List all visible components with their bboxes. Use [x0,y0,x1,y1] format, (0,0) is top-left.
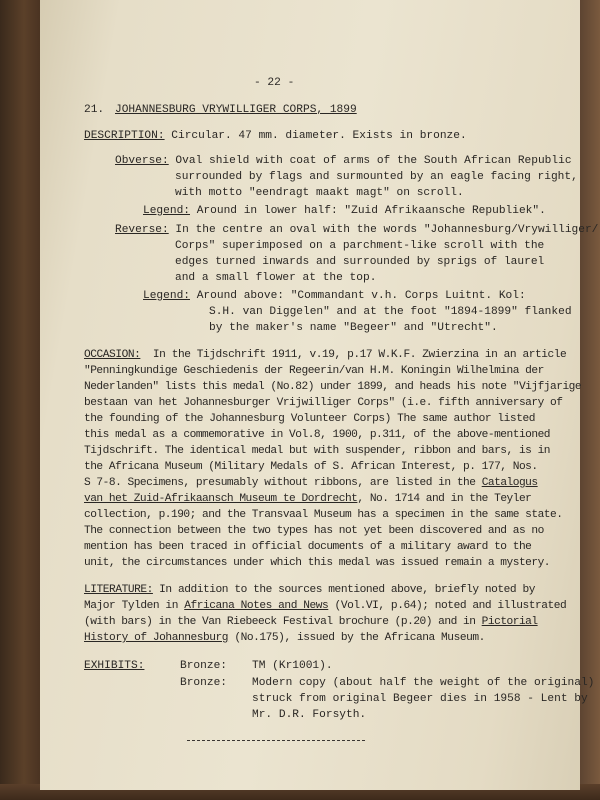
catalogus-title: Catalogus [481,477,538,489]
literature-text: Major Tylden in [84,600,185,612]
reverse-line: In the centre an oval with the words "Johannesburg/Vrywilliger/ [168,224,599,236]
reverse-legend-label: Legend: [143,290,190,302]
obverse-line: with motto "eendragt maakt magt" on scroll. [175,187,464,199]
exhibit-line: TM (Kr1001). [252,660,333,672]
occasion-line: In the Tijdschrift 1911, v.19, p.17 W.K.F. Zwierzina in an article [140,349,567,361]
reverse-line: Corps" superimposed on a parchment-like scroll with the [175,240,545,252]
obverse-legend-label: Legend: [143,205,190,217]
pictorial-history-title-cont: History of Johannesburg [84,632,229,644]
reverse-legend [143,288,526,304]
end-divider [187,740,365,741]
occasion-block [84,347,566,363]
exhibit-line: struck from original Begeer dies in 1958 - Lent by [252,693,588,705]
reverse-legend-line: by the maker's name "Begeer" and "Utrecht". [209,322,498,334]
obverse-legend [143,203,546,219]
reverse-block [115,222,598,238]
obverse-label: Obverse: [115,155,169,167]
reverse-legend-line: Around above: "Commandant v.h. Corps Luitnt. Kol: [190,290,526,302]
literature-label: LITERATURE: [84,584,153,596]
wooden-table-left [0,0,40,800]
occasion-line: The connection between the two types has not yet been discovered and as no [84,525,544,537]
occasion-label: OCCASION: [84,349,141,361]
literature-text: (Vol.VI, p.64); noted and illustrated [328,600,567,612]
literature-line: In addition to the sources mentioned above, briefly noted by [152,584,535,596]
literature-text: (No.175), issued by the Africana Museum. [228,632,485,644]
occasion-line: the founding of the Johannesburg Volunteer Corps) The same author listed [84,413,535,425]
occasion-text: , No. 1714 and in the Teyler [357,493,532,505]
exhibit-line: Modern copy (about half the weight of the original) [252,677,595,689]
occasion-line: Tijdschrift. The identical medal but with suspender, ribbon and bars, is in [84,445,551,457]
literature-line-3 [84,614,538,630]
exhibit-material: Bronze: [180,660,227,672]
literature-line-4 [84,630,485,646]
occasion-catalogus-line [84,491,531,507]
obverse-line: Oval shield with coat of arms of the South African Republic [168,155,572,167]
exhibits-label: EXHIBITS: [84,660,145,672]
occasion-line: S 7-8. Specimens, presumably without ribbons, are listed in the [84,477,476,489]
exhibit-line: Mr. D.R. Forsyth. [252,709,367,721]
obverse-line: surrounded by flags and surmounted by an eagle facing right, [175,171,578,183]
reverse-line: edges turned inwards and surrounded by sprigs of laurel [175,256,545,268]
occasion-line: this medal as a commemorative in Vol.8, 1900, p.311, of the above-mentioned [84,429,551,441]
reverse-label: Reverse: [115,224,169,236]
literature-line-2 [84,598,566,614]
obverse-block [115,153,572,169]
occasion-line: mention has been traced in official documents of a military award to the [84,541,532,553]
pictorial-history-title: Pictorial [481,616,538,628]
occasion-line: collection, p.190; and the Transvaal Museum has a specimen in the same state. [84,509,563,521]
reverse-line: and a small flower at the top. [175,272,377,284]
africana-notes-title: Africana Notes and News [184,600,329,612]
literature-text: (with bars) in the Van Riebeeck Festival brochure (p.20) and in [84,616,482,628]
document-page [40,0,599,790]
entry-number: 21. [84,104,105,116]
reverse-legend-line: S.H. van Diggelen" and at the foot "1894-1899" flanked [209,306,572,318]
occasion-line: "Penningkundige Geschiedenis der Regeerin/van H.M. Koningin Wilhelmina der [84,365,544,377]
exhibit-material: Bronze: [180,677,227,689]
catalogus-title-cont: van het Zuid-Afrikaansch Museum te Dordrecht [84,493,358,505]
obverse-legend-text: Around in lower half: "Zuid Afrikaansche Republiek". [190,205,546,217]
page-number: - 22 - [254,77,295,89]
entry-title: JOHANNESBURG VRYWILLIGER CORPS, 1899 [115,104,357,116]
description-label: DESCRIPTION: [84,130,165,142]
occasion-line: the Africana Museum (Military Medals of S. African Interest, p. 177, Nos. [84,461,538,473]
occasion-line: unit, the circumstances under which this medal was issued remain a mystery. [84,557,551,569]
literature-block [84,582,535,598]
description-block [84,128,467,144]
description-text: Circular. 47 mm. diameter. Exists in bronze. [164,130,467,142]
occasion-specimens-line [84,475,538,491]
occasion-line: Nederlanden" lists this medal (No.82) under 1899, and heads his note "Vijfjarige [84,381,582,393]
occasion-line: bestaan van het Johannesburger Vrijwilliger Corps" (i.e. fifth anniversary of [84,397,563,409]
